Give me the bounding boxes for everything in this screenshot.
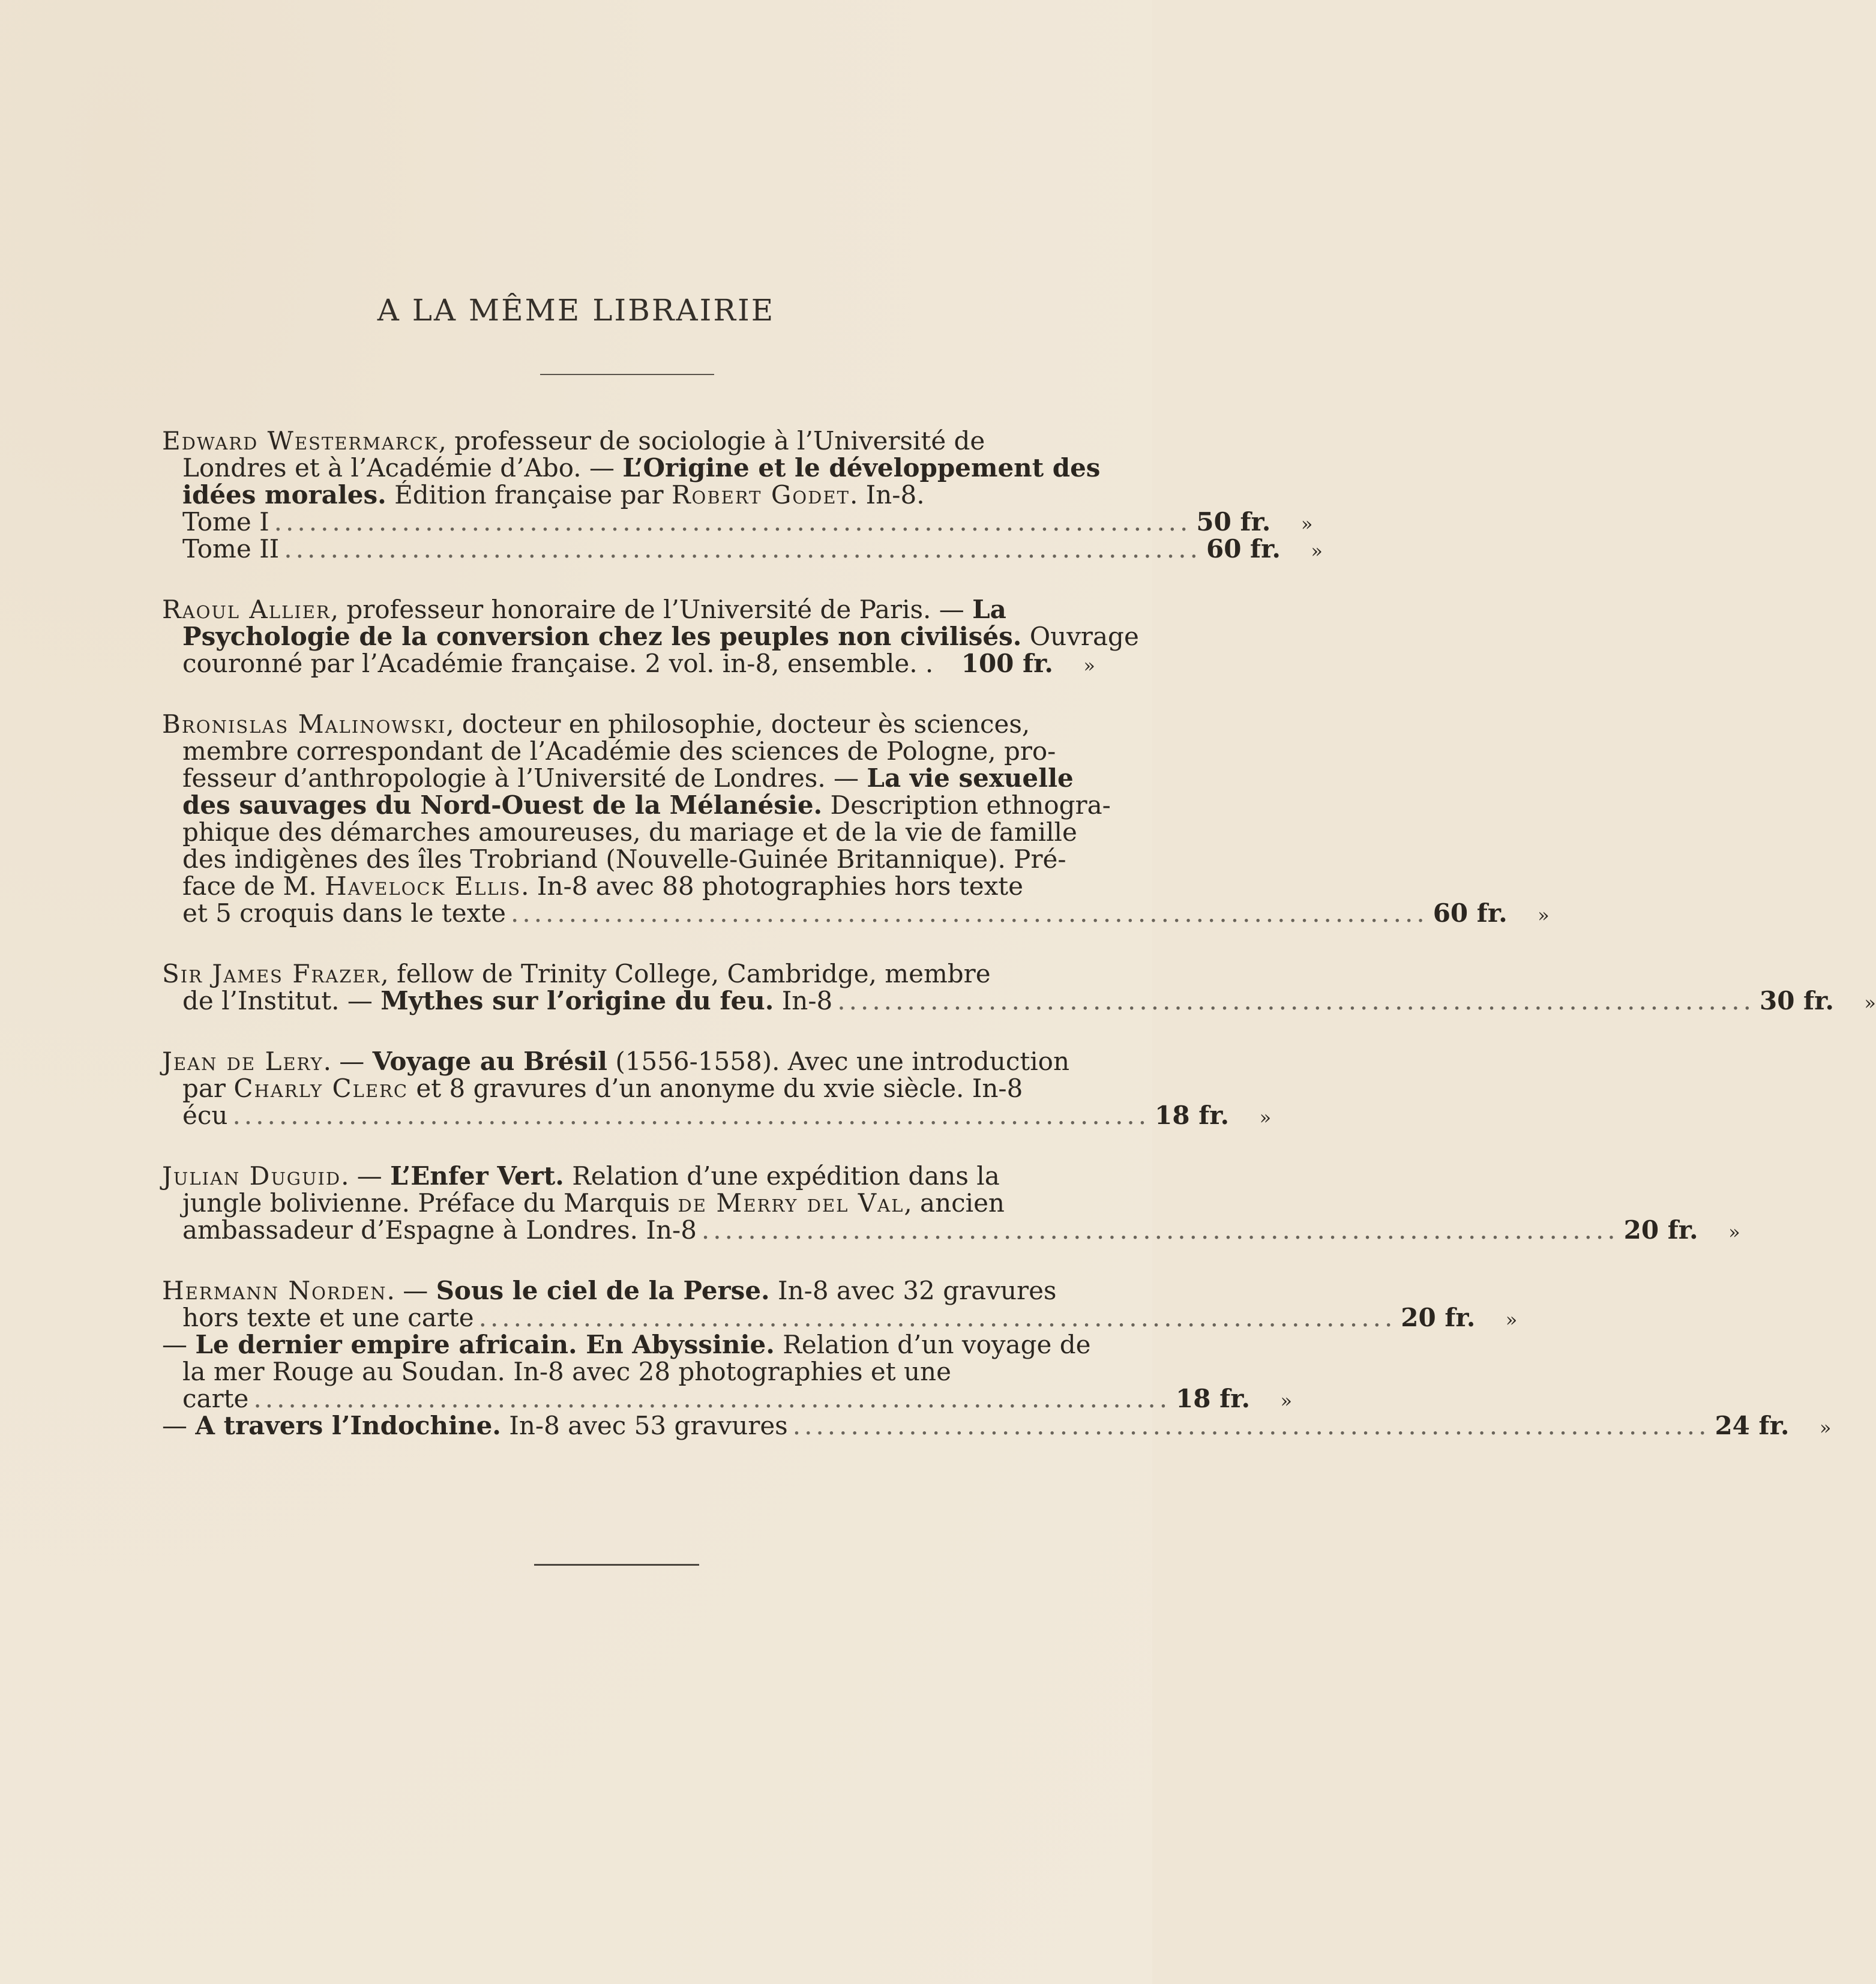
book-title: La vie sexuelle: [867, 763, 1074, 793]
text: —: [162, 1411, 196, 1440]
price: 18 fr.: [1176, 1384, 1251, 1413]
person-name: Havelock Ellis: [325, 871, 522, 901]
price: 50 fr.: [1196, 507, 1271, 537]
book-title: Voyage au Brésil: [372, 1047, 608, 1076]
price-line: [162, 1215, 1740, 1245]
spacer: [162, 927, 1095, 960]
price: 60 fr.: [1206, 534, 1281, 564]
top-rule: [540, 374, 714, 375]
entry-line: [162, 711, 1095, 738]
guillemet: »: [1300, 513, 1313, 535]
volume-label: Tome II: [182, 534, 280, 564]
price: 24 fr.: [1715, 1411, 1790, 1440]
author-name: Hermann Norden: [162, 1276, 387, 1305]
price-line: [162, 1303, 1518, 1332]
author-name: Julian Duguid: [162, 1161, 341, 1191]
text: . —: [323, 1047, 373, 1076]
spacer: [162, 1129, 1095, 1162]
text: Édition française par: [386, 480, 672, 510]
guillemet: »: [1538, 904, 1550, 927]
dot-leader: ...............................................................................: [511, 898, 1428, 928]
price: 60 fr.: [1433, 898, 1508, 928]
text: , ancien: [904, 1188, 1005, 1218]
price: 30 fr.: [1759, 986, 1834, 1015]
book-title: Le dernier empire africain. En Abyssinie.: [195, 1330, 775, 1359]
entry-norden: [162, 1276, 1832, 1440]
text: Londres et à l’Académie d’Abo. —: [182, 453, 623, 482]
guillemet: »: [1864, 991, 1876, 1014]
book-title: L’Origine et le développement des: [622, 453, 1101, 482]
entry-line: [162, 1331, 1095, 1358]
author-name: Raoul Allier: [162, 595, 331, 624]
guillemet: »: [1819, 1416, 1832, 1439]
text: ambassadeur d’Espagne à Londres. In-8: [182, 1215, 697, 1245]
price: 20 fr.: [1623, 1215, 1698, 1245]
entry-line: [162, 790, 1111, 820]
text: , professeur honoraire de l’Université de Paris. —: [330, 595, 973, 624]
text: (1556-1558). Avec une introduction: [607, 1047, 1070, 1076]
price-line: [162, 1101, 1272, 1130]
book-title: Psychologie de la conversion chez les peuples non civilisés.: [182, 622, 1022, 651]
entry-line: [162, 873, 1095, 900]
entry-duguid: [162, 1161, 1740, 1245]
book-title: des sauvages du Nord-Ouest de la Mélanésie.: [182, 790, 823, 820]
text: . —: [341, 1161, 391, 1191]
book-title: A travers l’Indochine.: [195, 1411, 501, 1440]
entry-line: phique des démarches amoureuses, du mariage et de la vie de famille: [182, 817, 1077, 847]
book-title: idées morales.: [182, 480, 386, 510]
text: Description ethnogra-: [822, 790, 1111, 820]
translator-name: Robert Godet: [671, 480, 850, 510]
page-heading: A LA MÊME LIBRAIRIE: [377, 293, 775, 328]
text: couronné par l’Académie française. 2 vol. in-8, ensemble. .: [182, 649, 934, 678]
spacer: [162, 677, 1095, 711]
entry-line: [162, 596, 1095, 623]
text: de l’Institut. —: [182, 986, 381, 1015]
text: Relation d’un voyage de: [774, 1330, 1091, 1359]
text: carte: [182, 1384, 249, 1413]
entry-line: [162, 1075, 1095, 1102]
text: face de M.: [182, 871, 325, 901]
text: . In-8.: [849, 480, 925, 510]
entry-line: [162, 765, 1095, 792]
price: 18 fr.: [1155, 1101, 1230, 1130]
entry-line: [162, 1277, 1095, 1304]
book-title: La: [972, 595, 1006, 624]
text: et 5 croquis dans le texte: [182, 898, 506, 928]
author-name: Edward Westermarck: [162, 426, 439, 455]
dot-leader: ...............................................................................: [253, 1384, 1171, 1413]
text: Relation d’une expédition dans la: [564, 1161, 1000, 1191]
entry-line: [162, 453, 1101, 482]
entry-line: [162, 481, 1095, 508]
price-line: [162, 650, 1095, 677]
dot-leader: ...............................................................................: [478, 1303, 1396, 1332]
price: 20 fr.: [1401, 1303, 1476, 1332]
book-title: Sous le ciel de la Perse.: [436, 1276, 770, 1305]
bottom-rule: [534, 1564, 699, 1566]
spacer: [162, 1243, 1095, 1277]
text: Ouvrage: [1021, 622, 1139, 651]
text: , professeur de sociologie à l’Université de: [438, 426, 985, 455]
author-name: Bronislas Malinowski: [162, 709, 446, 739]
catalog-entries: [162, 426, 1876, 1440]
text: . —: [386, 1276, 436, 1305]
price: 100 fr.: [961, 649, 1053, 678]
entry-lery: [162, 1047, 1272, 1130]
dot-leader: ...............................................................................: [701, 1215, 1619, 1245]
author-name: Sir James Frazer: [162, 959, 381, 988]
dot-leader: ...............................................................................: [792, 1411, 1710, 1440]
text: , fellow de Trinity College, Cambridge, membre: [380, 959, 991, 988]
book-title: L’Enfer Vert.: [390, 1161, 564, 1191]
text: et 8 gravures d’un anonyme du xvie siècle. In-8: [408, 1074, 1023, 1103]
entry-line: [162, 622, 1139, 651]
entry-line: [162, 960, 1095, 987]
text: —: [162, 1330, 196, 1359]
dot-leader: ...............................................................................: [274, 507, 1192, 537]
author-name: Jean de Lery: [162, 1047, 323, 1076]
entry-line: [162, 1048, 1095, 1075]
entry-allier: [162, 595, 1139, 678]
entry-line: [162, 1189, 1095, 1216]
entry-line: membre correspondant de l’Académie des sciences de Pologne, pro-: [182, 736, 1056, 766]
person-name: de Merry del Val: [678, 1188, 904, 1218]
price-line: [162, 1384, 1293, 1413]
text: hors texte et une carte: [182, 1303, 474, 1332]
guillemet: »: [1728, 1221, 1740, 1243]
spacer: [162, 1014, 1095, 1048]
guillemet: »: [1505, 1308, 1518, 1331]
entry-line: [162, 427, 1095, 454]
entry-westermarck: [162, 426, 1323, 564]
price-line: [162, 898, 1550, 928]
dot-leader: ...............................................................................: [284, 534, 1201, 564]
text: jungle bolivienne. Préface du Marquis: [182, 1188, 678, 1218]
person-name: Charly Clerc: [233, 1074, 409, 1103]
guillemet: »: [1311, 540, 1323, 562]
text: écu: [182, 1101, 228, 1130]
price-line: [162, 986, 1876, 1015]
guillemet: »: [1083, 654, 1095, 677]
book-title: Mythes sur l’origine du feu.: [380, 986, 774, 1015]
dot-leader: ...............................................................................: [837, 986, 1755, 1015]
text: par: [182, 1074, 234, 1103]
text: In-8: [774, 986, 833, 1015]
spacer: [162, 562, 1095, 596]
price-line: [162, 507, 1313, 537]
entry-malinowski: [162, 709, 1550, 928]
price-line: [162, 534, 1323, 564]
guillemet: »: [1280, 1389, 1293, 1412]
text: fesseur d’anthropologie à l’Université de Londres. —: [182, 763, 867, 793]
entry-line: la mer Rouge au Soudan. In-8 avec 28 photographies et une: [182, 1357, 951, 1386]
guillemet: »: [1259, 1106, 1272, 1129]
text: In-8 avec 53 gravures: [501, 1411, 788, 1440]
text: In-8 avec 32 gravures: [769, 1276, 1057, 1305]
volume-label: Tome I: [182, 507, 269, 537]
text: , docteur en philosophie, docteur ès sciences,: [446, 709, 1030, 739]
price-line: [162, 1411, 1832, 1440]
text: . In-8 avec 88 photographies hors texte: [521, 871, 1023, 901]
entry-frazer: [162, 959, 1876, 1015]
dot-leader: ...............................................................................: [232, 1101, 1150, 1130]
entry-line: des indigènes des îles Trobriand (Nouvelle-Guinée Britannique). Pré-: [182, 844, 1066, 874]
entry-line: [162, 1162, 1095, 1189]
